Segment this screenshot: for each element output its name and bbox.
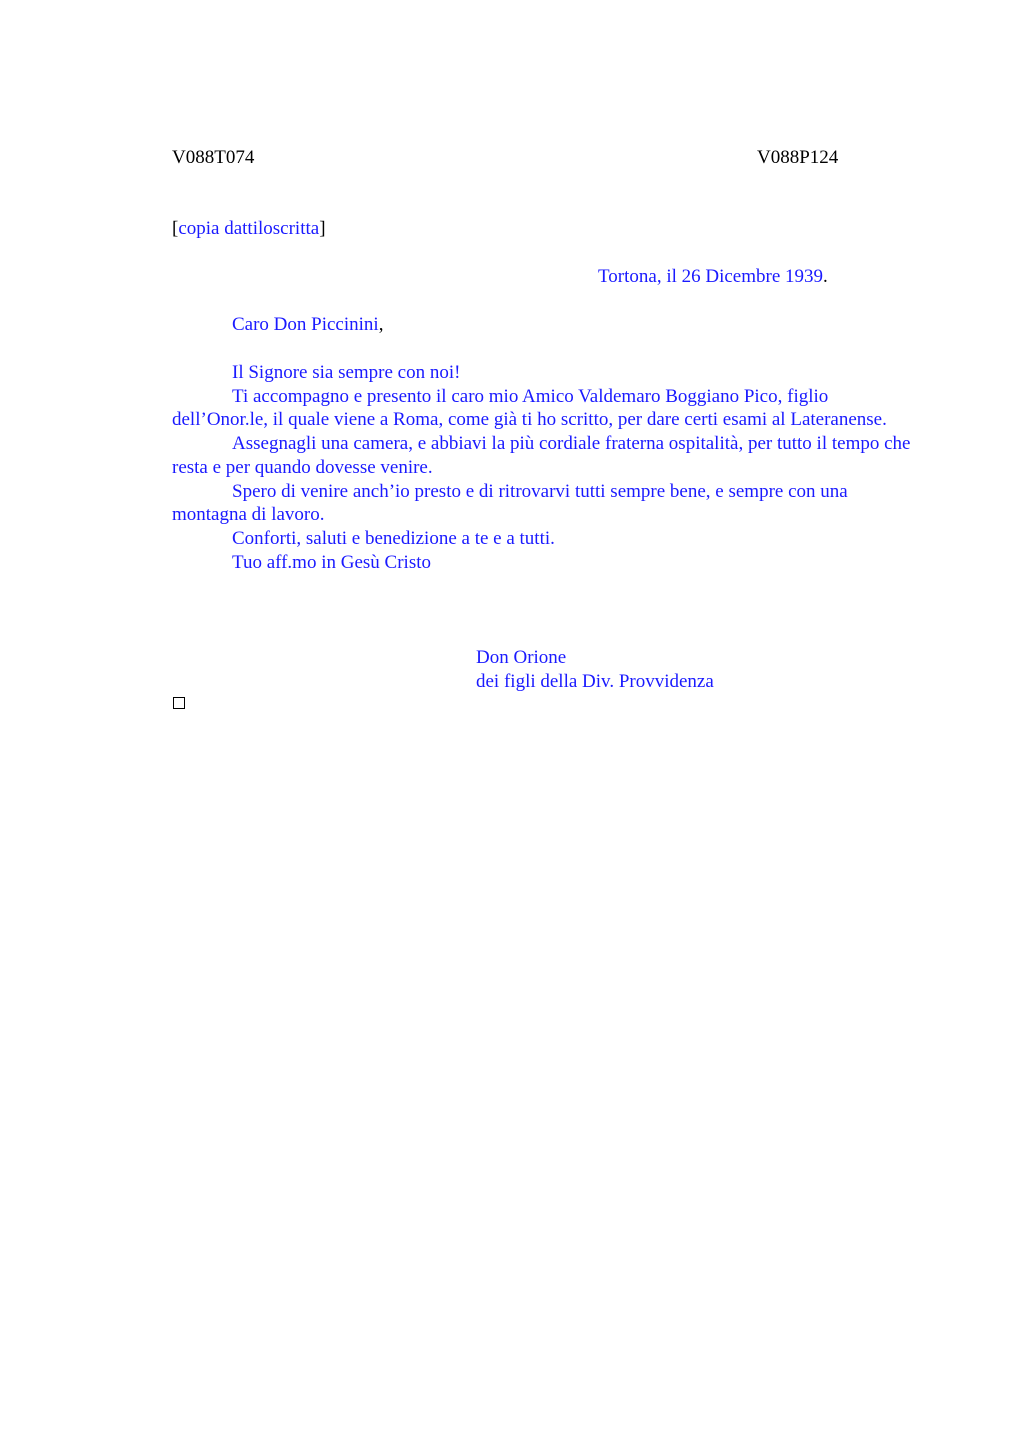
- salutation: [232, 313, 383, 337]
- body-paragraph: Ti accompagno e presento il caro mio Amico Valdemaro Boggiano Pico, figlio dell’Onor.le, il quale viene a Roma, come già ti ho scritto, per dare certi esami al Lateranense.: [172, 385, 887, 431]
- body-paragraph: Conforti, saluti e benedizione a te e a tutti.: [232, 527, 555, 549]
- body-paragraph: Tuo aff.mo in Gesù Cristo: [232, 551, 431, 573]
- signature-name: Don Orione: [476, 647, 567, 668]
- date-line: [598, 265, 828, 289]
- salutation-text: Caro Don Piccinini: [232, 314, 379, 335]
- body-paragraph: Spero di venire anch’io presto e di ritrovarvi tutti sempre bene, e sempre con una montagna di lavoro.: [172, 480, 848, 526]
- copy-note: [172, 217, 326, 241]
- signature-title: dei figli della Div. Provvidenza: [476, 671, 714, 692]
- date-text: Tortona, il 26 Dicembre 1939: [598, 266, 824, 287]
- letter-body: [172, 361, 912, 574]
- date-period: .: [823, 266, 828, 287]
- body-paragraph: Assegnagli una camera, e abbiavi la più cordiale fraterna ospitalità, per tutto il tempo che resta e per quando dovesse venire.: [172, 433, 911, 478]
- copy-note-close-bracket: ]: [319, 218, 326, 239]
- document-ref-right: V088P124: [757, 147, 839, 168]
- salutation-comma: ,: [378, 314, 384, 335]
- copy-note-open-bracket: [: [172, 218, 179, 239]
- end-square-icon: [173, 697, 185, 709]
- document-ref-left: V088T074: [172, 147, 255, 168]
- body-paragraph: Il Signore sia sempre con noi!: [232, 362, 461, 383]
- copy-note-text: copia dattiloscritta: [178, 218, 320, 239]
